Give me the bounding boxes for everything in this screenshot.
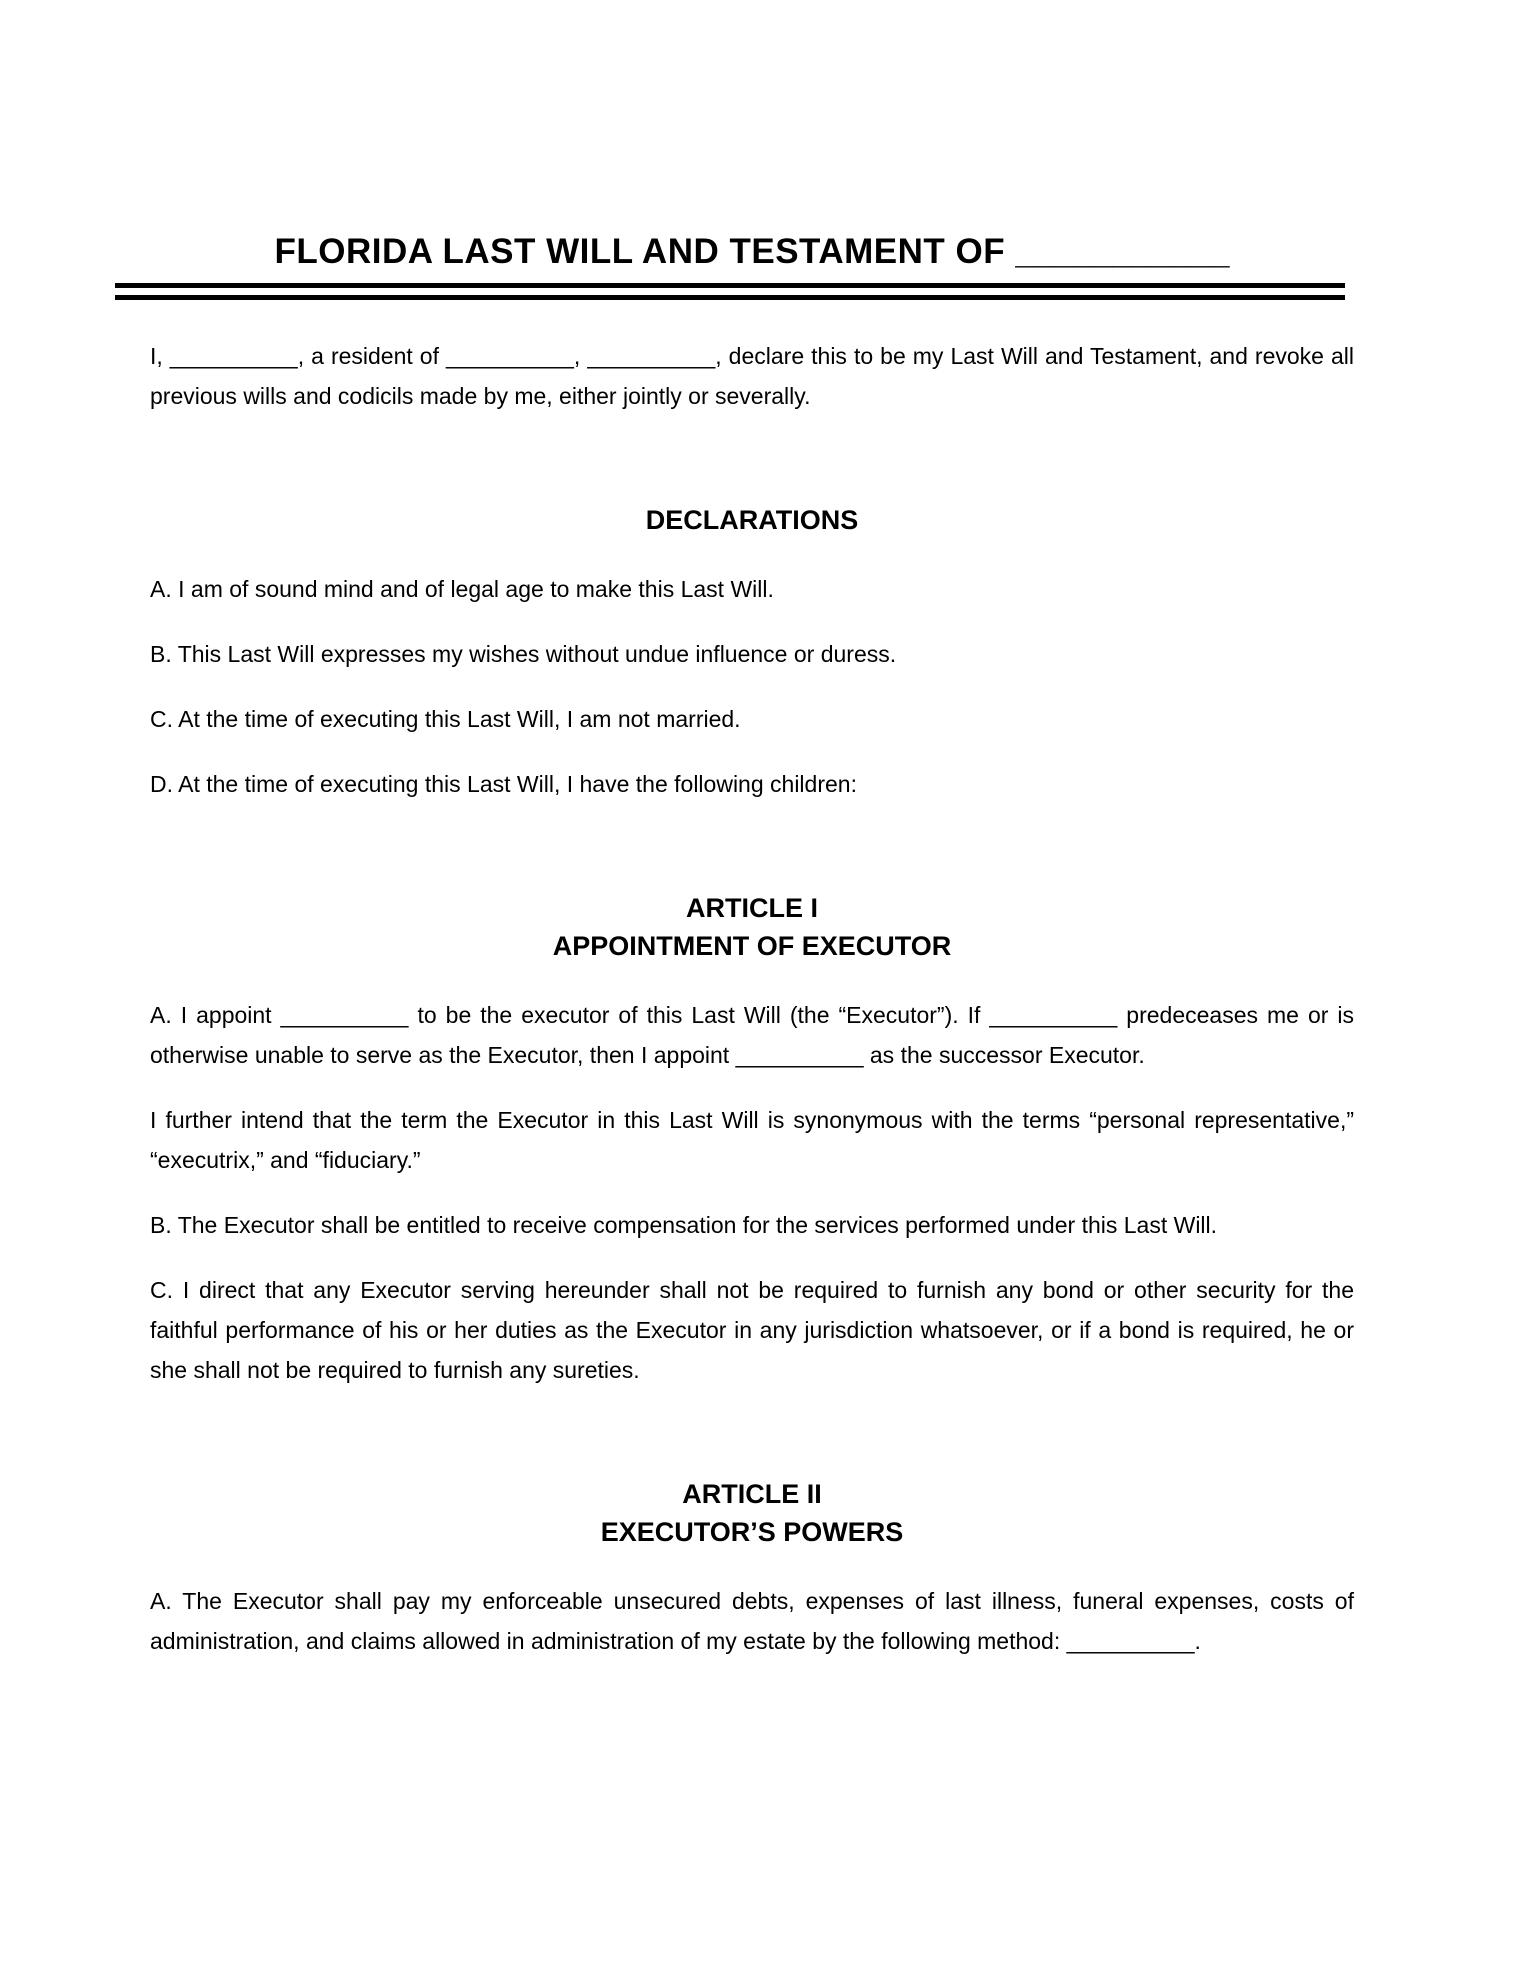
article-1-paragraph-c: C. I direct that any Executor serving hereunder shall not be required to furnish any bond or other security for the faithful performance of his or her duties as the Executor in any jurisdiction whatsoever, or if a bond is required, he or she shall not be required to furnish any sureties. xyxy=(150,1277,1354,1383)
declarations-heading: DECLARATIONS xyxy=(645,505,859,535)
declaration-item-b: B. This Last Will expresses my wishes without undue influence or duress. xyxy=(150,641,897,667)
article-1-paragraph-a: A. I appoint __________ to be the executor of this Last Will (the “Executor”). If __________ predeceases me or is otherwise unable to serve as the Executor, then I appoint __________ as the successor Executor. xyxy=(150,1002,1354,1068)
article-1-label: ARTICLE I xyxy=(686,893,818,923)
article-1-heading: APPOINTMENT OF EXECUTOR xyxy=(552,931,952,961)
declarations-section xyxy=(150,501,1354,804)
article-2-label: ARTICLE II xyxy=(682,1479,822,1509)
article-1-paragraph-b: B. The Executor shall be entitled to receive compensation for the services performed under this Last Will. xyxy=(150,1212,1218,1238)
declaration-item-c: C. At the time of executing this Last Will, I am not married. xyxy=(150,706,741,732)
article-2-section xyxy=(150,1475,1354,1661)
document-title-text: FLORIDA LAST WILL AND TESTAMENT OF xyxy=(274,232,1006,271)
article-2-paragraph-a: A. The Executor shall pay my enforceable unsecured debts, expenses of last illness, funeral expenses, costs of administration, and claims allowed in administration of my estate by the following method: __________. xyxy=(150,1588,1354,1654)
title-fill-in-blank: ___________ xyxy=(1015,232,1230,271)
article-1-section xyxy=(150,889,1354,1390)
document-title xyxy=(150,231,1354,273)
article-2-heading-block xyxy=(150,1475,1354,1551)
declaration-item-a: A. I am of sound mind and of legal age to make this Last Will. xyxy=(150,576,774,602)
declaration-item-d: D. At the time of executing this Last Will, I have the following children: xyxy=(150,771,857,797)
title-double-rule xyxy=(115,283,1345,300)
article-1-paragraph-intent: I further intend that the term the Executor in this Last Will is synonymous with the terms “personal representative,” “executrix,” and “fiduciary.” xyxy=(150,1107,1354,1173)
article-1-heading-block xyxy=(150,889,1354,965)
article-2-heading: EXECUTOR’S POWERS xyxy=(600,1517,904,1547)
intro-paragraph: I, __________, a resident of __________, __________, declare this to be my Last Will and Testament, and revoke all previous wills and codicils made by me, either jointly or severally. xyxy=(150,343,1354,409)
document-header xyxy=(150,231,1354,300)
